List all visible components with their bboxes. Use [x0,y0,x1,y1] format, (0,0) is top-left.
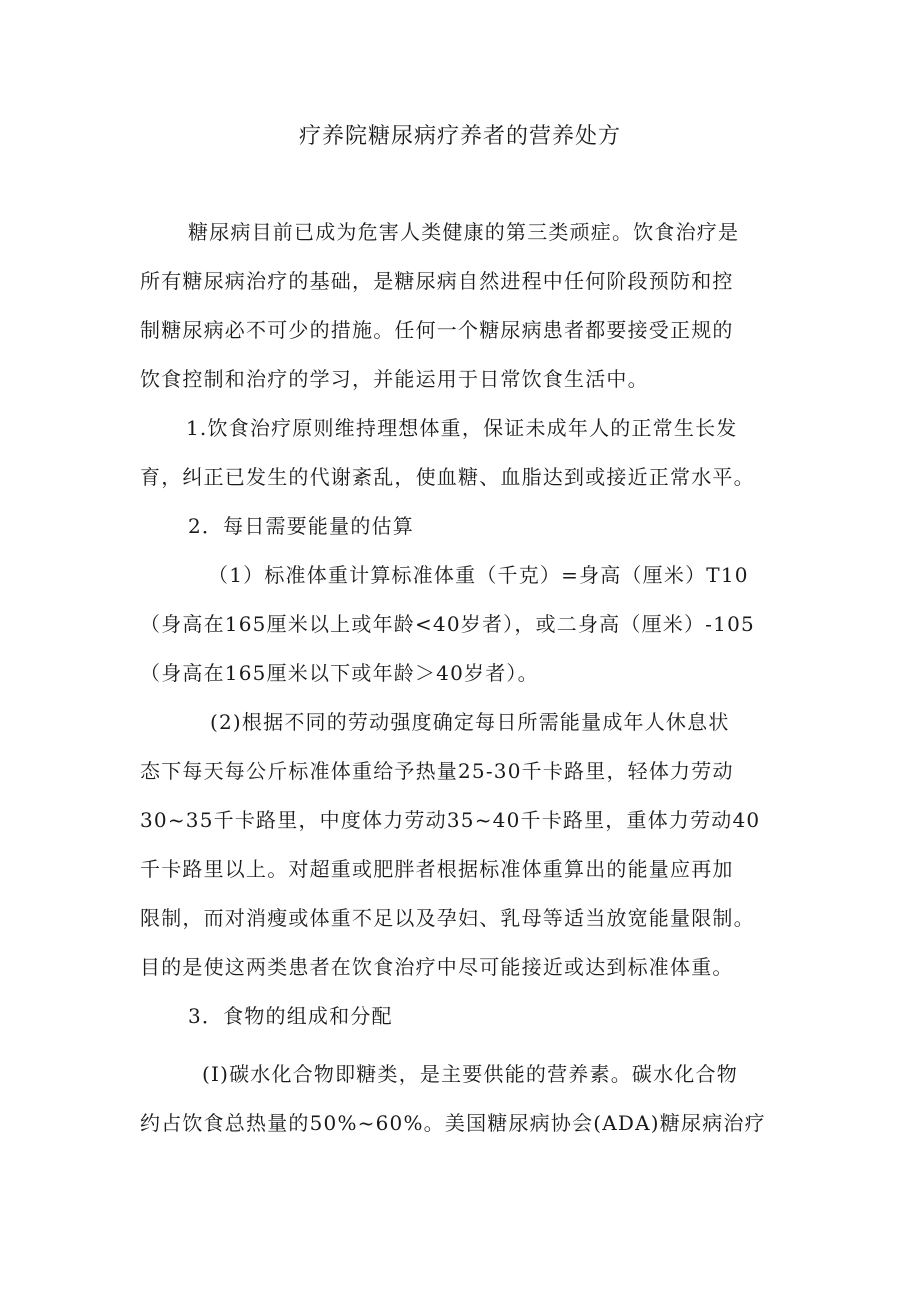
paragraph-labor-intensity-line-1: (2)根据不同的劳动强度确定每日所需能量成年人休息状 [210,710,730,734]
paragraph-labor-intensity-line-6: 目的是使这两类患者在饮食治疗中尽可能接近或达到标准体重。 [140,955,734,979]
paragraph-labor-intensity-line-2: 态下每天每公斤标准体重给予热量25-30千卡路里，轻体力劳动 [140,759,734,783]
paragraph-intro-line-4: 饮食控制和治疗的学习，并能运用于日常饮食生活中。 [140,367,649,391]
heading-energy-estimate: 2．每日需要能量的估算 [188,514,414,538]
paragraph-labor-intensity-line-3: 30~35千卡路里，中度体力劳动35~40千卡路里，重体力劳动40 [140,808,761,832]
paragraph-labor-intensity-line-4: 千卡路里以上。对超重或肥胖者根据标准体重算出的能量应再加 [140,857,734,881]
paragraph-intro-line-2: 所有糖尿病治疗的基础，是糖尿病自然进程中任何阶段预防和控 [140,269,734,293]
paragraph-carbohydrate-line-2: 约占饮食总热量的50%~60%。美国糖尿病协会(ADA)糖尿病治疗 [140,1111,766,1135]
paragraph-standard-weight-line-2: （身高在165厘米以上或年龄<40岁者），或二身高（厘米）-105 [140,612,755,636]
paragraph-principle-line-1: 1.饮食治疗原则维持理想体重，保证未成年人的正常生长发 [186,416,738,440]
paragraph-standard-weight-line-1: （1）标准体重计算标准体重（千克）=身高（厘米）T10 [208,563,749,587]
paragraph-labor-intensity-line-5: 限制，而对消瘦或体重不足以及孕妇、乳母等适当放宽能量限制。 [140,906,755,930]
paragraph-standard-weight-line-3: （身高在165厘米以下或年龄＞40岁者）。 [140,661,539,685]
heading-food-composition: 3．食物的组成和分配 [188,1004,393,1028]
paragraph-principle-line-2: 育，纠正已发生的代谢紊乱，使血糖、血脂达到或接近正常水平。 [140,465,755,489]
paragraph-carbohydrate-line-1: (I)碳水化合物即糖类，是主要供能的营养素。碳水化合物 [202,1062,738,1086]
paragraph-intro-line-3: 制糖尿病必不可少的措施。任何一个糖尿病患者都要接受正规的 [140,318,734,342]
paragraph-intro-line-1: 糖尿病目前已成为危害人类健康的第三类顽症。饮食治疗是 [188,220,740,244]
document-title: 疗养院糖尿病疗养者的营养处方 [298,124,621,149]
